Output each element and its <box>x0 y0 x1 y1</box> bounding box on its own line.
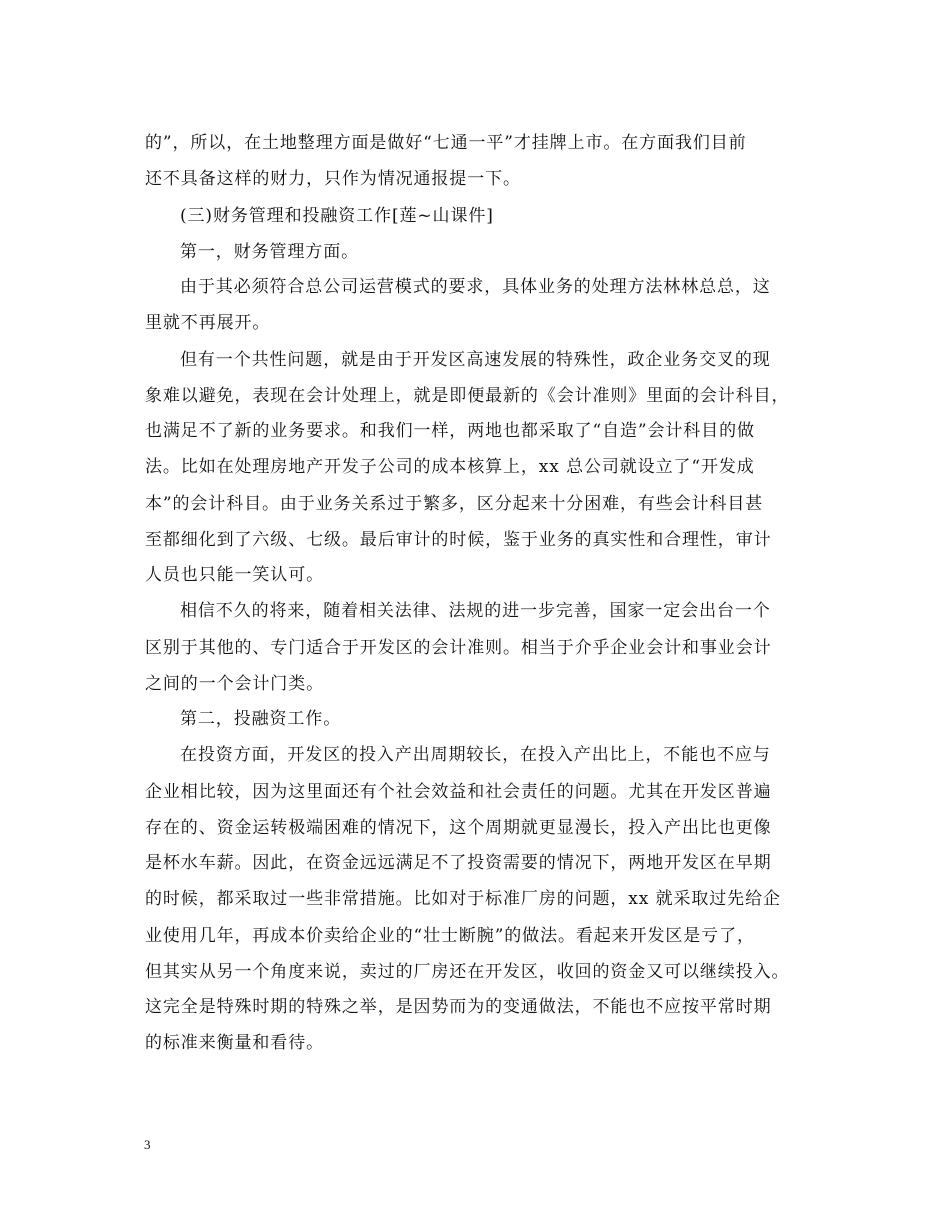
text-line: 存在的、资金运转极端困难的情况下，这个周期就更显漫长，投入产出比也更像 <box>145 818 772 838</box>
text-line: 的标准来衡量和看待。 <box>145 1033 324 1053</box>
text-line: 至都细化到了六级、七级。最后审计的时候，鉴于业务的真实性和合理性，审计 <box>145 530 772 550</box>
text-line: 的”，所以，在土地整理方面是做好“七通一平”才挂牌上市。在方面我们目前 <box>145 133 747 153</box>
text-line: 区别于其他的、专门适合于开发区的会计准则。相当于介乎企业会计和事业会计 <box>145 638 772 658</box>
subheading: 第二，投融资工作。 <box>180 709 342 729</box>
text-line: 象难以避免，表现在会计处理上，就是即便最新的《会计准则》里面的会计科目， <box>145 386 790 406</box>
text-line: 里就不再展开。 <box>145 313 271 333</box>
text-line: 也满足不了新的业务要求。和我们一样，两地也都采取了“自造”会计科目的做 <box>145 421 755 441</box>
text-line: 但有一个共性问题，就是由于开发区高速发展的特殊性，政企业务交叉的现 <box>180 350 771 370</box>
section-heading: (三)财务管理和投融资工作[莲~山课件] <box>180 206 494 226</box>
text-line: 是杯水车薪。因此，在资金远远满足不了投资需要的情况下，两地开发区在早期 <box>145 853 772 873</box>
text-line: 法。比如在处理房地产开发子公司的成本核算上，xx 总公司就设立了“开发成 <box>145 457 755 477</box>
text-line: 这完全是特殊时期的特殊之举，是因势而为的变通做法，不能也不应按平常时期 <box>145 997 772 1017</box>
subheading: 第一，财务管理方面。 <box>180 242 359 262</box>
text-line: 相信不久的将来，随着相关法律、法规的进一步完善，国家一定会出台一个 <box>180 601 771 621</box>
text-line: 企业相比较，因为这里面还有个社会效益和社会责任的问题。尤其在开发区普遍 <box>145 782 772 802</box>
text-line: 在投资方面，开发区的投入产出周期较长，在投入产出比上，不能也不应与 <box>180 745 771 765</box>
page-number: 3 <box>144 1137 151 1152</box>
text-line: 人员也只能一笑认可。 <box>145 565 324 585</box>
text-line: 之间的一个会计门类。 <box>145 674 324 694</box>
text-line: 还不具备这样的财力，只作为情况通报提一下。 <box>145 169 521 189</box>
text-line: 本”的会计科目。由于业务关系过于繁多，区分起来十分困难，有些会计科目甚 <box>145 494 764 514</box>
text-line: 的时候，都采取过一些非常措施。比如对于标准厂房的问题，xx 就采取过先给企 <box>145 889 781 909</box>
text-line: 由于其必须符合总公司运营模式的要求，具体业务的处理方法林林总总，这 <box>180 277 771 297</box>
text-line: 业使用几年，再成本价卖给企业的“壮士断腕”的做法。看起来开发区是亏了， <box>145 926 755 946</box>
text-line: 但其实从另一个角度来说，卖过的厂房还在开发区，收回的资金又可以继续投入。 <box>145 962 790 982</box>
